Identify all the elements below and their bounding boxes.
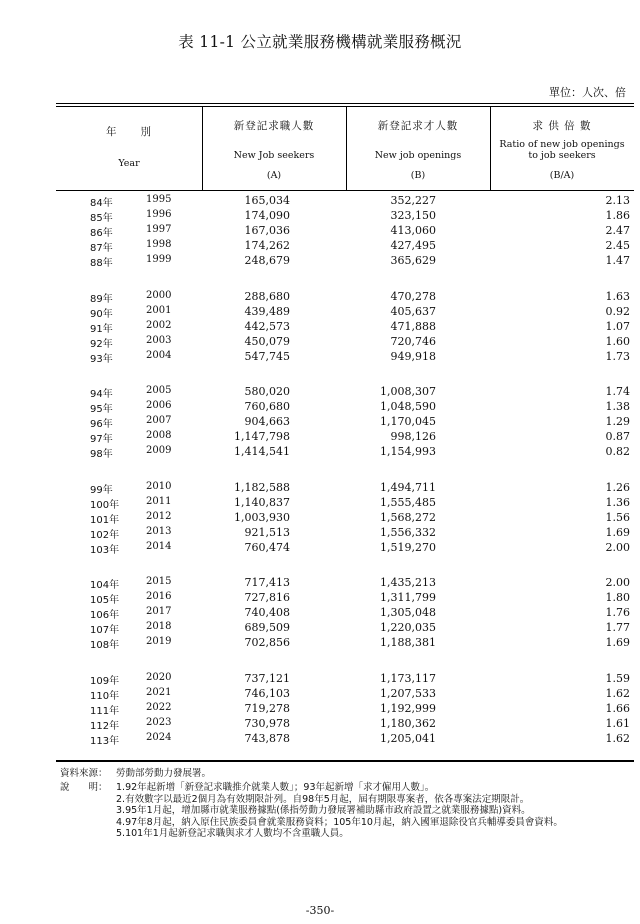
cell-b: 1,305,048 <box>380 606 436 620</box>
cell-year: 2022 <box>146 701 172 713</box>
cell-a: 760,474 <box>244 540 290 554</box>
table-row <box>56 481 634 496</box>
cell-a: 921,513 <box>244 525 290 539</box>
cell-b: 1,494,711 <box>380 480 436 494</box>
cell-b: 1,555,485 <box>380 495 436 509</box>
cell-a: 439,489 <box>244 304 290 318</box>
table-title: 表 11-1 公立就業服務機構就業服務概況 <box>178 33 462 51</box>
header-ratio-en-2: to job seekers <box>528 150 596 161</box>
cell-roc: 113年 <box>90 735 120 747</box>
cell-r: 1.07 <box>605 319 630 333</box>
cell-year: 2015 <box>146 576 172 587</box>
cell-r: 1.74 <box>605 385 630 398</box>
cell-roc: 106年 <box>90 610 120 622</box>
cell-year: 2001 <box>146 304 172 316</box>
cell-r: 1.59 <box>605 671 630 685</box>
cell-year: 2006 <box>146 400 172 412</box>
table-row <box>56 591 634 606</box>
cell-r: 2.00 <box>605 576 630 589</box>
table-row <box>56 385 634 400</box>
cell-roc: 86年 <box>90 228 113 240</box>
cell-a: 167,036 <box>244 224 290 238</box>
cell-r: 1.76 <box>605 606 630 620</box>
cell-b: 1,205,041 <box>380 731 436 745</box>
cell-roc: 88年 <box>90 258 113 270</box>
cell-a: 1,003,930 <box>234 510 290 524</box>
table-bottom-rule <box>56 760 634 762</box>
unit-label: 單位：人次、倍 <box>549 86 626 99</box>
cell-b: 1,556,332 <box>380 525 436 539</box>
cell-b: 998,126 <box>390 430 436 444</box>
cell-roc: 84年 <box>90 198 113 209</box>
cell-roc: 95年 <box>90 404 113 416</box>
cell-a: 547,745 <box>244 349 290 363</box>
note-label: 說 明： <box>60 782 108 793</box>
note-item: 4.97年8月起，納入原住民族委員會就業服務資料；105年10月起，納入國軍退除役官兵輔導委員會資料。 <box>116 816 563 828</box>
cell-roc: 100年 <box>90 499 120 511</box>
table-row <box>56 621 634 636</box>
cell-b: 1,170,045 <box>380 415 436 429</box>
cell-a: 1,147,798 <box>234 430 290 444</box>
table-row <box>56 239 634 254</box>
cell-year: 2024 <box>146 731 172 743</box>
cell-r: 1.73 <box>605 349 630 363</box>
table-row <box>56 194 634 209</box>
cell-year: 1997 <box>146 224 172 236</box>
cell-b: 470,278 <box>390 289 436 303</box>
cell-roc: 90年 <box>90 308 113 320</box>
cell-year: 2000 <box>146 289 172 301</box>
cell-roc: 91年 <box>90 323 113 335</box>
cell-a: 442,573 <box>244 319 290 333</box>
note-item: 2.有效數字以最近2個月為有效期限計列。自98年5月起，屆有期限專案者，依各專案法定期限計。 <box>116 793 530 805</box>
cell-r: 0.87 <box>605 430 630 444</box>
cell-a: 288,680 <box>244 289 290 303</box>
cell-a: 702,856 <box>244 636 290 650</box>
cell-year: 1999 <box>146 254 172 266</box>
cell-year: 2011 <box>146 495 172 507</box>
cell-b: 1,220,035 <box>380 621 436 635</box>
cell-roc: 94年 <box>90 389 113 400</box>
cell-a: 580,020 <box>244 385 290 398</box>
cell-b: 1,008,307 <box>380 385 436 398</box>
cell-a: 165,034 <box>244 194 290 207</box>
cell-year: 2002 <box>146 319 172 331</box>
cell-year: 2007 <box>146 415 172 427</box>
cell-r: 1.36 <box>605 495 630 509</box>
cell-year: 2019 <box>146 636 172 648</box>
cell-r: 1.56 <box>605 510 630 524</box>
cell-r: 1.61 <box>605 716 630 730</box>
table-row <box>56 415 634 430</box>
cell-a: 248,679 <box>244 254 290 268</box>
header-openings-code: (B) <box>410 170 426 181</box>
cell-a: 760,680 <box>244 400 290 414</box>
table-row <box>56 335 634 350</box>
cell-b: 1,192,999 <box>380 701 436 715</box>
cell-roc: 108年 <box>90 640 120 652</box>
cell-b: 365,629 <box>390 254 436 268</box>
header-ratio-cn: 求 供 倍 數 <box>532 120 592 132</box>
table-row <box>56 511 634 526</box>
table-row <box>56 526 634 541</box>
cell-r: 1.86 <box>605 209 630 223</box>
cell-r: 2.45 <box>605 239 630 253</box>
cell-r: 1.62 <box>605 731 630 745</box>
cell-year: 2020 <box>146 671 172 683</box>
table-row <box>56 672 634 687</box>
cell-a: 1,140,837 <box>234 495 290 509</box>
cell-b: 471,888 <box>390 319 436 333</box>
table-row <box>56 702 634 717</box>
cell-year: 2023 <box>146 716 172 728</box>
cell-year: 2018 <box>146 621 172 633</box>
header-seekers-en: New Job seekers <box>233 150 315 161</box>
table-row <box>56 305 634 320</box>
cell-roc: 111年 <box>90 705 120 717</box>
header-openings-cn: 新登記求才人數 <box>377 120 459 132</box>
cell-r: 2.47 <box>605 224 630 238</box>
cell-b: 1,207,533 <box>380 686 436 700</box>
cell-roc: 92年 <box>90 338 113 350</box>
cell-roc: 97年 <box>90 434 113 446</box>
table-row <box>56 209 634 224</box>
table-row <box>56 430 634 445</box>
cell-year: 2008 <box>146 430 172 442</box>
cell-r: 1.47 <box>605 254 630 268</box>
cell-b: 1,519,270 <box>380 540 436 554</box>
table-row <box>56 636 634 651</box>
cell-r: 1.69 <box>605 525 630 539</box>
cell-r: 1.38 <box>605 400 630 414</box>
cell-roc: 89年 <box>90 293 113 305</box>
cell-a: 740,408 <box>244 606 290 620</box>
table-row <box>56 224 634 239</box>
top-double-rule-1 <box>56 103 634 104</box>
cell-r: 1.69 <box>605 636 630 650</box>
cell-year: 1995 <box>146 194 172 205</box>
cell-a: 727,816 <box>244 591 290 605</box>
table-row <box>56 576 634 591</box>
cell-a: 174,090 <box>244 209 290 223</box>
cell-b: 1,435,213 <box>380 576 436 589</box>
cell-r: 0.82 <box>605 445 630 459</box>
cell-r: 1.26 <box>605 480 630 494</box>
cell-roc: 102年 <box>90 529 120 541</box>
cell-b: 1,568,272 <box>380 510 436 524</box>
table-row <box>56 687 634 702</box>
table-row <box>56 496 634 511</box>
cell-b: 405,637 <box>390 304 436 318</box>
note-item: 5.101年1月起新登記求職與求才人數均不含重職人員。 <box>116 828 349 839</box>
header-year-en: Year <box>118 158 140 169</box>
header-ratio-en-1: Ratio of new job openings <box>499 139 625 150</box>
header-ratio-code: (B/A) <box>549 170 575 181</box>
cell-roc: 112年 <box>90 720 120 732</box>
cell-b: 1,311,799 <box>380 591 436 605</box>
cell-b: 1,180,362 <box>380 716 436 730</box>
cell-r: 1.80 <box>605 591 630 605</box>
cell-a: 689,509 <box>244 621 290 635</box>
header-bottom-rule <box>56 190 634 191</box>
cell-roc: 85年 <box>90 213 113 225</box>
cell-r: 1.66 <box>605 701 630 715</box>
cell-a: 730,978 <box>244 716 290 730</box>
cell-a: 1,182,588 <box>234 480 290 494</box>
cell-a: 743,878 <box>244 731 290 745</box>
cell-year: 2016 <box>146 591 172 603</box>
page-number: -350- <box>305 904 335 917</box>
cell-a: 1,414,541 <box>234 445 290 459</box>
cell-b: 352,227 <box>390 194 436 207</box>
cell-b: 1,048,590 <box>380 400 436 414</box>
header-openings-en: New job openings <box>374 150 462 161</box>
cell-year: 1998 <box>146 239 172 251</box>
cell-r: 1.29 <box>605 415 630 429</box>
cell-roc: 103年 <box>90 544 120 556</box>
cell-roc: 107年 <box>90 625 120 637</box>
cell-roc: 104年 <box>90 580 120 591</box>
cell-a: 904,663 <box>244 415 290 429</box>
cell-roc: 109年 <box>90 675 120 687</box>
cell-roc: 99年 <box>90 484 113 496</box>
table-row <box>56 732 634 747</box>
cell-roc: 87年 <box>90 243 113 255</box>
cell-year: 2010 <box>146 480 172 492</box>
top-double-rule-2 <box>56 106 634 107</box>
cell-roc: 101年 <box>90 514 120 526</box>
cell-a: 174,262 <box>244 239 290 253</box>
cell-a: 719,278 <box>244 701 290 715</box>
note-item: 3.95年1月起，增加縣市就業服務據點(係指勞動力發展署補助縣市政府設置之就業服務據點)資料。 <box>116 805 531 816</box>
header-year-cn: 年 別 <box>106 126 152 138</box>
table-row <box>56 606 634 621</box>
table-row <box>56 350 634 365</box>
cell-b: 427,495 <box>390 239 436 253</box>
cell-r: 0.92 <box>605 304 630 318</box>
cell-r: 2.13 <box>605 194 630 207</box>
cell-a: 737,121 <box>244 671 290 685</box>
source-text: 勞動部勞動力發展署。 <box>116 768 212 779</box>
cell-year: 2014 <box>146 540 172 552</box>
cell-roc: 98年 <box>90 449 113 461</box>
cell-r: 1.62 <box>605 686 630 700</box>
table-row <box>56 445 634 460</box>
cell-b: 1,154,993 <box>380 445 436 459</box>
cell-year: 2005 <box>146 385 172 396</box>
note-item: 1.92年起新增「新登記求職推介就業人數」；93年起新增「求才僱用人數」。 <box>116 782 435 793</box>
cell-roc: 110年 <box>90 690 120 702</box>
cell-a: 450,079 <box>244 334 290 348</box>
header-seekers-cn: 新登記求職人數 <box>233 120 315 132</box>
cell-year: 2009 <box>146 445 172 457</box>
cell-roc: 93年 <box>90 353 113 365</box>
cell-year: 2017 <box>146 606 172 618</box>
table-row <box>56 254 634 269</box>
cell-year: 2021 <box>146 686 172 698</box>
cell-b: 1,188,381 <box>380 636 436 650</box>
cell-roc: 96年 <box>90 419 113 431</box>
cell-year: 2003 <box>146 334 172 346</box>
cell-r: 1.77 <box>605 621 630 635</box>
cell-year: 1996 <box>146 209 172 221</box>
cell-a: 717,413 <box>244 576 290 589</box>
cell-r: 1.63 <box>605 289 630 303</box>
cell-r: 2.00 <box>605 540 630 554</box>
cell-b: 949,918 <box>390 349 436 363</box>
table-row <box>56 400 634 415</box>
table-row <box>56 290 634 305</box>
cell-b: 323,150 <box>390 209 436 223</box>
cell-b: 720,746 <box>390 334 436 348</box>
table-row <box>56 320 634 335</box>
cell-b: 1,173,117 <box>380 671 436 685</box>
source-label: 資料來源： <box>60 768 108 779</box>
cell-year: 2013 <box>146 525 172 537</box>
table-row <box>56 541 634 556</box>
cell-r: 1.60 <box>605 334 630 348</box>
cell-a: 746,103 <box>244 686 290 700</box>
table-row <box>56 717 634 732</box>
cell-b: 413,060 <box>390 224 436 238</box>
cell-year: 2012 <box>146 510 172 522</box>
cell-year: 2004 <box>146 349 172 361</box>
header-seekers-code: (A) <box>266 170 282 181</box>
cell-roc: 105年 <box>90 595 120 607</box>
